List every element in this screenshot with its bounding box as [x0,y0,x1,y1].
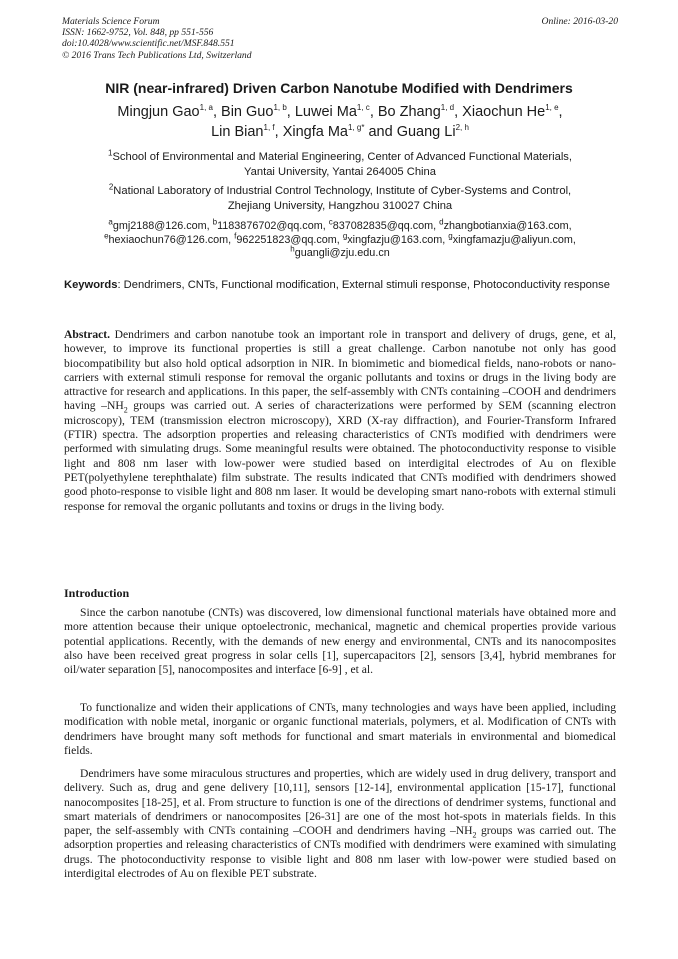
affiliation-2: $^2$National Laboratory of Industrial Control Technology, Institute of Cyber-Systems and Control, Zhejiang University, Hangzhou 310027 China [108,182,572,212]
email-link[interactable]: guangli@zju.edu.cn [294,247,390,260]
email-link[interactable]: 962251823@qq.com, [236,233,340,246]
author-name: Bo Zhang [377,104,441,120]
email-link[interactable]: 837082835@qq.com, [332,220,437,232]
keywords [64,278,616,293]
intro-paragraph-3: Dendrimers have some miraculous structures and properties, which are widely used in drug delivery, transport and delivery. Such as, drug and gene delivery [10,11], sensors [12-14], environmental application [15-17], functional nanocomposites [18-25], et al. From structure to function is one of the directions of dendrimer systems, functional and smart materials of dendrimers or nanocomposites [26-31] are one of the most hot-spots in materials fields. In this paper, the self-assembly with CNTs containing –COOH and dendrimers having $-NH_2$ groups was carried out. The adsorption properties and releasing characteristics of CNTs modified with dendrimers were examined with simulating drugs. The photoconductivity response to visible light and 808 nm laser with low-power were studied based on interdigital electrodes of Au on flexible PET substrate. [64,767,616,881]
email-link[interactable]: xingfazju@163.com, [347,233,446,246]
author-name: Bin Guo [221,104,274,120]
email-link[interactable]: gmj2188@126.com, [112,220,210,232]
author-affil-mark: 1, f [263,123,275,133]
author-list: Mingjun Gao$^{1, a}$, Bin Guo$^{1, b}$, Luwei Ma$^{1, c}$, Bo Zhang$^{1, d}$, Xiaochun He$^{1, e}$, Lin Bian$^{1, f}$, Xingfa $Ma^{1, g*}$ and Guang Li$^{2, h}$ [117,103,563,140]
affiliation-1: $^1$School of Environmental and Material Engineering, Center of Advanced Functional Materials, Yantai University, Yantai 264005 China [107,148,573,178]
email-link[interactable]: hexiaochun76@126.com, [108,233,232,246]
section-heading-introduction: Introduction [64,586,130,600]
author-affil-mark: 1, c [356,103,370,113]
author-affil-mark: 1, d [440,103,455,113]
online-date: Online: 2016-03-20 [541,16,618,27]
email-link[interactable]: xingfamazju@aliyun.com, [452,233,576,246]
keywords-label: Keywords [64,279,118,291]
author-name: Luwei Ma [294,104,357,120]
paper-title: NIR (near-infrared) Driven Carbon Nanotube Modified with Dendrimers [105,80,573,96]
intro-paragraph-2: To functionalize and widen their applications of CNTs, many technologies and ways have been applied, including modification with noble metal, inorganic or organic functional materials, polymers, et al. Modification of CNTs with dendrimers have brought many soft methods for functional and smart materials in environmental and biomedical fields. [64,701,616,757]
email-link[interactable]: 1183876702@qq.com, [217,220,326,232]
author-name: Guang Li [396,124,456,140]
intro-paragraph-1: Since the carbon nanotube (CNTs) was discovered, low dimensional functional materials have obtained more and more attention because their unique optoelectronic, mechanical, magnetic and chemical properties provide various potential applications. Recently, with the demands of new energy and environmental, CNTs and its nanocomposites also have been received great progress in solar cells [1], supercapacitors [2], sensors [3,4], hybrid membranes for oil/water separation [5], nanocomposites and interface [6-9] , et al. [64,606,616,677]
abstract: Abstract. Dendrimers and carbon nanotube took an important role in transport and delivery of drugs, gene, et al, however, to improve its functional properties is still a great challenge. Carbon nanotube not only has good biocompatibility but also hold optical adsorption in NIR. In biomimetic and biomedical fields, nano-robots or nano-carriers with external stimuli response for removal the organic pollutants and toxins or drugs in the living body are attractive for research and applications. In this paper, the self-assembly with CNTs containing –COOH and dendrimers having $-NH_2$ groups was carried out. A series of characterizations were performed by SEM (scanning electron microscopy), TEM (transmission electron microscopy), XRD (X-ray diffraction), and Fourier-Transform Infrared (FTIR) spectra. The adsorption properties and releasing characteristics of CNTs modified with dendrimers were performed with simulating drugs. Some meaningful results were obtained. The photoconductivity response to visible light and 808 nm laser with low-power were studied based on interdigital electrodes of Au on flexible PET(polyethylene terephthalate) film substrate. The results indicated that CNTs modified with dendrimers showed good photo-response to visible light and 808 nm laser. It would be developing smart nano-robots with external stimuli response for removal the organic pollutants and toxins or drugs in the living body. [64,328,616,513]
keywords-text: : Dendrimers, CNTs, Functional modification, External stimuli response, Photoconductivity response [117,279,610,291]
author-affil-mark: 1, e [545,103,559,113]
author-name: Mingjun Gao [117,104,200,120]
journal-name: Materials Science Forum [62,16,160,27]
doi-line: doi:10.4028/www.scientific.net/MSF.848.551 [62,38,235,50]
author-affil-mark: 1, a [199,103,213,113]
email-list: $^a$gmj2188@126.com, $^b$1183876702@qq.com, $^c$837082835@qq.com, $^d$zhangbotianxia@163.com, $^e$hexiaochun76@126.com, $^f$962251823@qq.com, $^g$xingfazju@163.com, $^g$xingfamazju@aliyun.com, $^h$guangli@zju.edu.cn [104,217,576,260]
running-header [62,16,618,61]
author-affil-mark: 1, b [273,103,287,113]
author-name: Xingfa Ma [282,124,348,140]
author-affil-mark: 1, g* [347,123,365,133]
author-affil-mark: 2, h [455,123,469,133]
issn-line: ISSN: 1662-9752, Vol. 848, pp 551-556 [62,27,214,39]
email-link[interactable]: zhangbotianxia@163.com, [443,220,572,232]
author-name: Xiaochun He [462,104,546,120]
copyright-line: © 2016 Trans Tech Publications Ltd, Switzerland [62,49,252,61]
abstract-label: Abstract. [64,328,111,341]
author-name: Lin Bian [211,124,264,140]
